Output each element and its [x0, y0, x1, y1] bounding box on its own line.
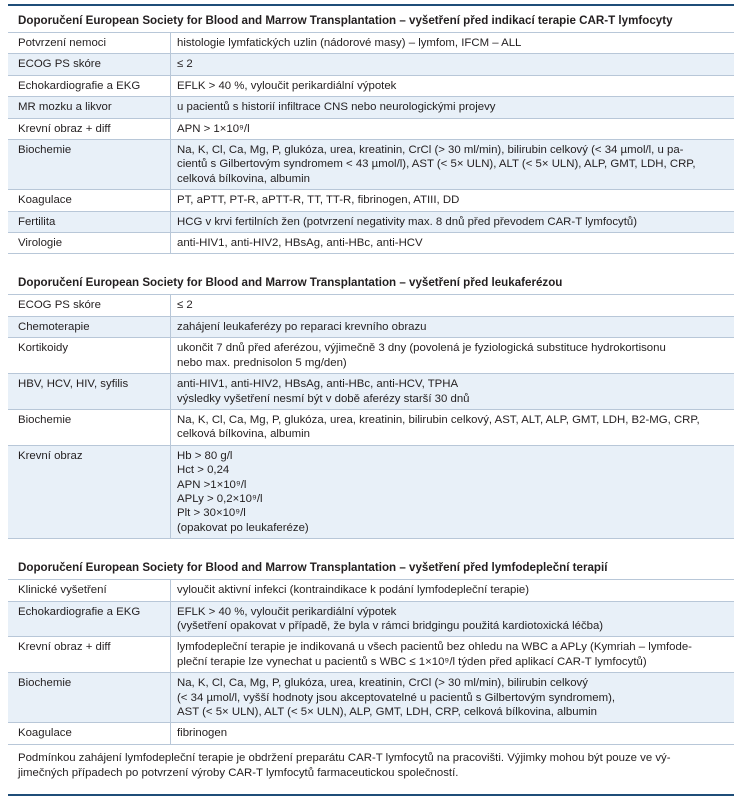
table-row [8, 374, 734, 410]
footnote-line: jimečných případech po potvrzení výroby CAR-T lymfocytů farmaceutickou společností. [18, 766, 459, 779]
table-row [8, 673, 734, 723]
value-line: ≤ 2 [177, 58, 193, 71]
row-value [170, 97, 734, 117]
row-value [170, 33, 734, 53]
row-label: Virologie [18, 237, 63, 250]
row-value [170, 602, 734, 637]
section-title: Doporučení European Society for Blood and Marrow Transplantation – vyšetření před indikací terapie CAR-T lymfocyty [8, 6, 734, 33]
value-line: AST (< 5× ULN), ALT (< 5× ULN), ALP, GMT, LDH, CRP, celková bílkovina, albumin [177, 706, 597, 718]
row-label: Krevní obraz + diff [18, 122, 111, 135]
row-value [170, 119, 734, 139]
row-value [170, 76, 734, 96]
table-row [8, 317, 734, 338]
document-table [8, 4, 734, 796]
value-line: (opakovat po leukaferéze) [177, 521, 309, 534]
row-label: Potvrzení nemoci [18, 37, 106, 49]
value-line: Hb > 80 g/l [177, 449, 233, 462]
row-value [170, 446, 734, 538]
row-label: HBV, HCV, HIV, syfilis [18, 378, 129, 391]
table-row [8, 602, 734, 638]
row-label: Biochemie [18, 413, 72, 426]
row-label: Kortikoidy [18, 342, 69, 355]
section-title: Doporučení European Society for Blood and Marrow Transplantation – vyšetření před lymfodepleční terapií [8, 553, 734, 580]
table-row [8, 410, 734, 446]
value-line: u pacientů s historií infiltrace CNS nebo neurologickými projevy [177, 101, 496, 114]
value-line: Na, K, Cl, Ca, Mg, P, glukóza, urea, kreatinin, CrCl (> 30 ml/min), bilirubin celkový (< 34 µmol/l, u pa- [177, 144, 684, 157]
row-value [170, 580, 734, 600]
value-line: EFLK > 40 %, vyloučit perikardiální výpotek [177, 79, 397, 92]
row-label: ECOG PS skóre [18, 58, 101, 71]
value-line: Hct > 0,24 [177, 464, 230, 477]
row-label: MR mozku a likvor [18, 101, 112, 114]
table-row [8, 190, 734, 211]
table-row [8, 97, 734, 118]
table-row [8, 33, 734, 54]
value-line: zahájení leukaferézy po reparaci krevního obrazu [177, 320, 427, 333]
table-row [8, 637, 734, 673]
value-line: Plt > 30×10⁹/l [177, 507, 246, 520]
row-value [170, 637, 734, 672]
table-row [8, 54, 734, 75]
row-label: Chemoterapie [18, 320, 90, 333]
row-value [170, 673, 734, 722]
table-row [8, 233, 734, 254]
row-value [170, 295, 734, 315]
row-value [170, 233, 734, 253]
table-row [8, 338, 734, 374]
value-line: celková bílkovina, albumin [177, 428, 310, 441]
value-line: cientů s Gilbertovým syndromem < 43 µmol/l), AST (< 5× ULN), ALT (< 5× ULN), ALP, GMT, LDH, CRP, [177, 158, 696, 171]
value-line: výsledky vyšetření nesmí být v době aferézy starší 30 dnů [177, 392, 470, 405]
value-line: celková bílkovina, albumin [177, 172, 310, 185]
section-title: Doporučení European Society for Blood and Marrow Transplantation – vyšetření před leukaferézou [8, 268, 734, 295]
row-label: Krevní obraz [18, 449, 83, 462]
section-gap [8, 254, 734, 268]
table-row [8, 212, 734, 233]
value-line: fibrinogen [177, 727, 228, 740]
footnote [8, 745, 734, 787]
row-label: Echokardiografie a EKG [18, 605, 141, 618]
value-line: EFLK > 40 %, vyloučit perikardiální výpotek [177, 605, 397, 618]
row-label: ECOG PS skóre [18, 299, 101, 312]
row-label: Fertilita [18, 215, 56, 228]
row-label: Klinické vyšetření [18, 584, 107, 597]
row-label: Koagulace [18, 727, 72, 740]
value-line: Na, K, Cl, Ca, Mg, P, glukóza, urea, kreatinin, bilirubin celkový, AST, ALT, ALP, GMT, LDH, B2-MG, CRP, [177, 413, 700, 426]
row-value [170, 190, 734, 210]
table-body [8, 33, 734, 254]
value-line: ukončit 7 dnů před aferézou, výjimečně 3 dny (povolená je fyziologická substituce hydrokortisonu [177, 342, 666, 355]
row-value [170, 212, 734, 232]
value-line: nebo max. prednisolon 5 mg/den) [177, 356, 347, 369]
table-body [8, 295, 734, 539]
value-line: (vyšetření opakovat v případě, že byla v rámci bridgingu použitá kardiotoxická léčba) [177, 619, 604, 632]
value-line: vyloučit aktivní infekci (kontraindikace k podání lymfodepleční terapie) [177, 584, 530, 597]
table-body [8, 580, 734, 745]
row-value [170, 338, 734, 373]
value-line: APN >1×10⁹/l [177, 478, 247, 491]
value-line: ≤ 2 [177, 299, 193, 312]
table-row [8, 140, 734, 190]
table-row [8, 119, 734, 140]
table-row [8, 580, 734, 601]
value-line: APN > 1×10⁹/l [177, 122, 250, 135]
table-row [8, 723, 734, 744]
table-row [8, 295, 734, 316]
value-line: pleční terapie lze vynechat u pacientů s WBC ≤ 1×10⁹/l týden před aplikací CAR-T lymfocytů) [177, 655, 647, 668]
section-leukapheresis [8, 268, 734, 539]
footnote-line: Podmínkou zahájení lymfodepleční terapie je obdržení preparátu CAR-T lymfocytů na pracovišti. Výjimky mohou být pouze ve vý- [18, 751, 671, 764]
value-line: anti-HIV1, anti-HIV2, HBsAg, anti-HBc, anti-HCV, TPHA [177, 378, 459, 391]
row-label: Biochemie [18, 677, 72, 690]
value-line: HCG v krvi fertilních žen (potvrzení negativity max. 8 dnů před převodem CAR-T lymfocytů) [177, 215, 638, 228]
row-value [170, 410, 734, 445]
row-value [170, 723, 734, 743]
value-line: (< 34 µmol/l, vyšší hodnoty jsou akceptovatelné u pacientů s Gilbertovým syndromem), [177, 691, 616, 704]
row-label: Echokardiografie a EKG [18, 79, 141, 92]
section-indication [8, 6, 734, 254]
row-label: Koagulace [18, 194, 72, 207]
value-line: APLy > 0,2×10⁹/l [177, 492, 263, 505]
value-line: histologie lymfatických uzlin (nádorové masy) – lymfom, IFCM – ALL [177, 37, 522, 49]
value-line: anti-HIV1, anti-HIV2, HBsAg, anti-HBc, anti-HCV [177, 237, 423, 250]
value-line: PT, aPTT, PT-R, aPTT-R, TT, TT-R, fibrinogen, ATIII, DD [177, 194, 460, 207]
value-line: lymfodepleční terapie je indikovaná u všech pacientů bez ohledu na WBC a APLy (Kymriah – lymfode- [177, 641, 692, 654]
row-label: Biochemie [18, 144, 72, 157]
value-line: Na, K, Cl, Ca, Mg, P, glukóza, urea, kreatinin, CrCl (> 30 ml/min), bilirubin celkový [177, 677, 588, 690]
table-row [8, 76, 734, 97]
row-value [170, 317, 734, 337]
row-value [170, 54, 734, 74]
row-value [170, 374, 734, 409]
row-value [170, 140, 734, 189]
section-gap [8, 539, 734, 553]
table-row [8, 446, 734, 539]
section-lymphodepletion [8, 553, 734, 745]
row-label: Krevní obraz + diff [18, 641, 111, 654]
